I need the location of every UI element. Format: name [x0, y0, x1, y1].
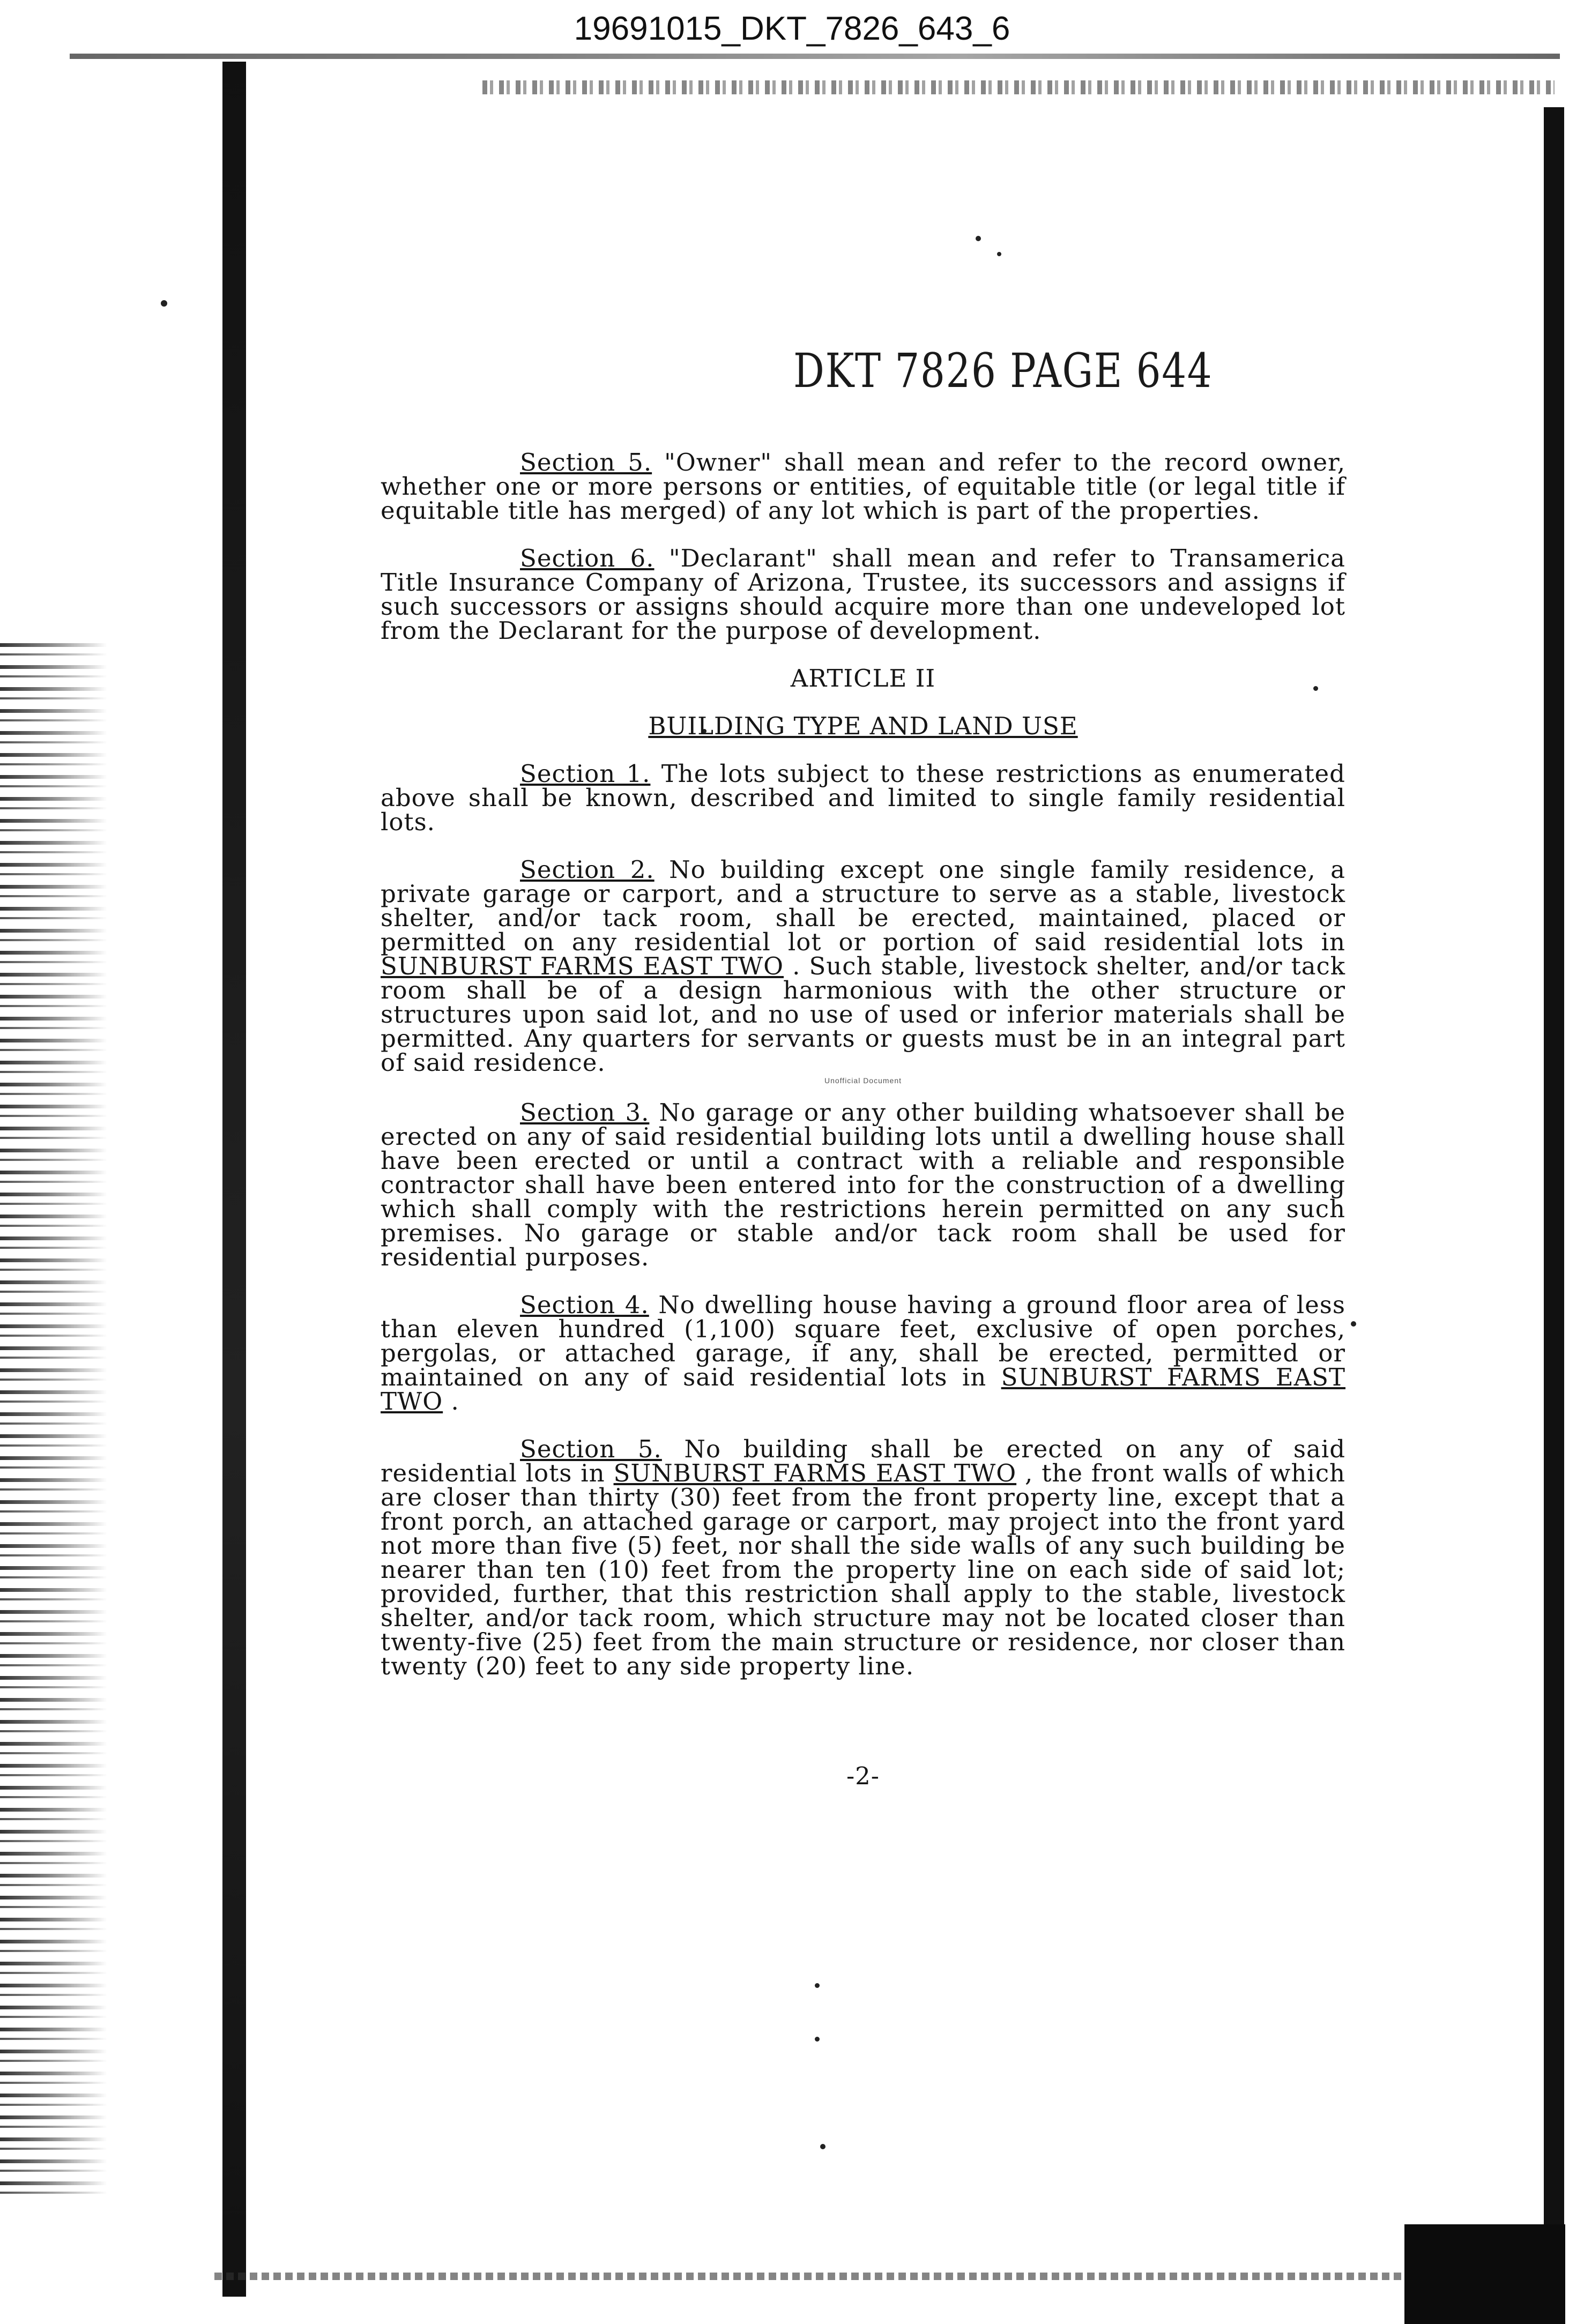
paragraph-text: The lots subject to these restrictions as enumerated above shall be known, described and limited to single family residential lots.	[381, 759, 1345, 836]
section-label: Section 6.	[520, 544, 655, 572]
scan-speck	[161, 300, 167, 307]
paragraph-text: .	[443, 1387, 459, 1416]
paragraph-text: , the front walls of which are closer than thirty (30) feet from the front property line, except that a front porch, an attached garage or carport, may project into the front yard not more than five (5) feet, nor shall the side walls of any such building be nearer than ten (10) feet from the property line on each side of said lot; provided, further, that this restriction shall apply to the stable, livestock shelter, and/or tack room, which structure may not be located closer than twenty-five (25) feet from the main structure or residence, nor closer than twenty (20) feet to any side property line.	[381, 1459, 1346, 1680]
scan-edge-top	[70, 54, 1560, 59]
article-heading: ARTICLE II	[790, 664, 936, 692]
section-3	[381, 1100, 1345, 1269]
section-label: Section 5.	[520, 1435, 662, 1463]
section-1	[381, 759, 1345, 836]
unofficial-watermark: Unofficial Document	[824, 1076, 902, 1085]
scan-speck	[976, 236, 981, 241]
section-2	[381, 855, 1345, 1077]
subdivision-fill: SUNBURST FARMS EAST TWO	[613, 1459, 1017, 1487]
paragraph-text: "Declarant" shall mean and refer to Transamerica Title Insurance Company of Arizona, Trustee, its successors and assigns if such successors or assigns should acquire more than one undeveloped lot from the Declarant for the purpose of development.	[381, 544, 1346, 645]
scan-speck	[1351, 1321, 1356, 1327]
section-label: Section 4.	[520, 1291, 649, 1319]
scan-speck	[997, 252, 1001, 256]
paragraph-text: "Owner" shall mean and refer to the record owner, whether one or more persons or entities, of equitable title (or legal title if equitable title has merged) of any lot which is part of the properties.	[381, 448, 1346, 525]
paragraph-text: No building except one single family residence, a private garage or carport, and a structure to serve as a stable, livestock shelter, and/or tack room, shall be erected, maintained, placed or permitted on any residential lot or portion of said residential lots in	[381, 855, 1345, 956]
subdivision-fill: SUNBURST FARMS EAST TWO	[381, 952, 784, 980]
paragraph-text: No garage or any other building whatsoever shall be erected on any of said residential building lots until a dwelling house shall have been erected or until a contract with a reliable and responsible contractor shall have been entered into for the construction of a dwelling which shall comply with the restrictions herein permitted on any such premises. No garage or stable and/or tack room shall be used for residential purposes.	[381, 1098, 1346, 1271]
document-id-header: 19691015_DKT_7826_643_6	[574, 10, 1010, 47]
scan-speck	[815, 2037, 820, 2042]
section-5-setback	[381, 1437, 1345, 1678]
scan-edge-top-noise	[482, 80, 1555, 94]
article-subheading: BUILDING TYPE AND LAND USE	[648, 712, 1078, 740]
paragraph-text: No dwelling house having a ground floor area of less than eleven hundred (1,100) square feet, exclusive of open porches, pergolas, or attached garage, if any, shall be erected, permitted or maintained on any of said residential lots in	[381, 1291, 1345, 1391]
subdivision-fill: SUNBURST FARMS EAST TWO	[381, 1363, 1346, 1416]
document-body	[381, 354, 1345, 1788]
scan-corner-shadow	[1404, 2224, 1565, 2324]
owner-definition	[381, 450, 1345, 523]
section-label: Section 3.	[520, 1098, 650, 1127]
scan-edge-left	[222, 62, 246, 2297]
section-label: Section 5.	[520, 448, 652, 476]
section-label: Section 2.	[520, 855, 655, 884]
scan-edge-bottom	[214, 2273, 1555, 2280]
paragraph-text: . Such stable, livestock shelter, and/or tack room shall be of a design harmonious with the other structure or structures upon said lot, and no use of used or inferior materials shall be permitted. Any quarters for servants or guests must be in an integral part of said residence.	[381, 952, 1345, 1077]
scan-edge-right	[1544, 107, 1564, 2251]
scan-speck	[820, 2144, 826, 2149]
scan-margin-noise	[0, 643, 107, 2198]
page-number: -2-	[846, 1762, 880, 1790]
recording-stamp: DKT 7826 PAGE 644	[793, 343, 1213, 398]
scan-speck	[815, 1983, 820, 1988]
declarant-definition	[381, 546, 1345, 643]
section-label: Section 1.	[520, 759, 651, 788]
section-4	[381, 1291, 1346, 1416]
paragraph-text: No building shall be erected on any of said residential lots in	[381, 1435, 1346, 1487]
